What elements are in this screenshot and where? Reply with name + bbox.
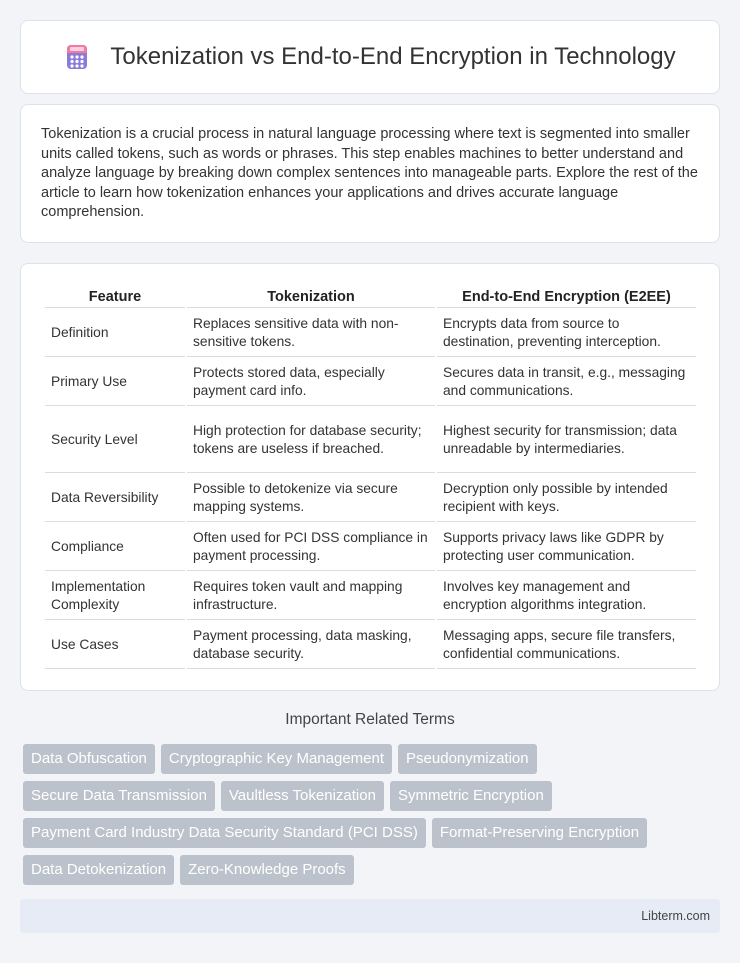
feature-cell: Compliance <box>45 522 185 571</box>
related-term-tag[interactable]: Pseudonymization <box>398 744 537 774</box>
table-row <box>45 571 696 620</box>
e2ee-cell: Messaging apps, secure file transfers, confidential communications. <box>437 620 696 669</box>
tokenization-cell: Replaces sensitive data with non-sensitive tokens. <box>187 308 435 357</box>
table-row <box>45 308 696 357</box>
e2ee-cell: Encrypts data from source to destination, preventing interception. <box>437 308 696 357</box>
tokenization-cell: Protects stored data, especially payment card info. <box>187 357 435 406</box>
tokenization-cell: Requires token vault and mapping infrastructure. <box>187 571 435 620</box>
table-row <box>45 522 696 571</box>
e2ee-cell: Decryption only possible by intended recipient with keys. <box>437 473 696 522</box>
e2ee-cell: Secures data in transit, e.g., messaging and communications. <box>437 357 696 406</box>
table-row <box>45 406 696 473</box>
related-terms-title: Important Related Terms <box>285 711 455 728</box>
comparison-table-card <box>20 263 720 691</box>
related-term-tag[interactable]: Secure Data Transmission <box>23 781 215 811</box>
header-card <box>20 20 720 94</box>
related-term-tag[interactable]: Vaultless Tokenization <box>221 781 384 811</box>
footer <box>20 899 720 933</box>
table-header-row <box>45 284 696 308</box>
header-tokenization: Tokenization <box>187 284 435 308</box>
title-wrap <box>64 43 675 71</box>
tokenization-cell: Possible to detokenize via secure mapping systems. <box>187 473 435 522</box>
feature-cell: Definition <box>45 308 185 357</box>
feature-cell: Data Reversibility <box>45 473 185 522</box>
related-term-tag[interactable]: Cryptographic Key Management <box>161 744 392 774</box>
table-row <box>45 357 696 406</box>
related-term-tag[interactable]: Data Detokenization <box>23 855 174 885</box>
table-row <box>45 473 696 522</box>
calculator-icon <box>64 44 90 70</box>
comparison-table <box>43 284 698 669</box>
related-terms-list <box>23 744 703 885</box>
intro-paragraph: Tokenization is a crucial process in natural language processing where text is segmented into smaller units called tokens, such as words or phrases. This step enables machines to better understand and analyze language by breaking down complex sentences into manageable parts. Explore the rest of the article to learn how tokenization enhances your applications and drives accurate language comprehension. <box>41 126 698 221</box>
header-feature: Feature <box>45 284 185 308</box>
tokenization-cell: High protection for database security; tokens are useless if breached. <box>187 406 435 473</box>
footer-site-link[interactable]: Libterm.com <box>641 909 710 923</box>
e2ee-cell: Involves key management and encryption algorithms integration. <box>437 571 696 620</box>
feature-cell: Use Cases <box>45 620 185 669</box>
related-term-tag[interactable]: Zero-Knowledge Proofs <box>180 855 354 885</box>
e2ee-cell: Highest security for transmission; data unreadable by intermediaries. <box>437 406 696 473</box>
tokenization-cell: Often used for PCI DSS compliance in payment processing. <box>187 522 435 571</box>
header-e2ee: End-to-End Encryption (E2EE) <box>437 284 696 308</box>
related-term-tag[interactable]: Format-Preserving Encryption <box>432 818 647 848</box>
feature-cell: Security Level <box>45 406 185 473</box>
e2ee-cell: Supports privacy laws like GDPR by protecting user communication. <box>437 522 696 571</box>
feature-cell: Primary Use <box>45 357 185 406</box>
page-title: Tokenization vs End-to-End Encryption in Technology <box>110 43 676 70</box>
intro-card <box>20 104 720 243</box>
feature-cell: Implementation Complexity <box>45 571 185 620</box>
related-term-tag[interactable]: Payment Card Industry Data Security Standard (PCI DSS) <box>23 818 426 848</box>
related-term-tag[interactable]: Data Obfuscation <box>23 744 155 774</box>
related-term-tag[interactable]: Symmetric Encryption <box>390 781 552 811</box>
table-row <box>45 620 696 669</box>
tokenization-cell: Payment processing, data masking, database security. <box>187 620 435 669</box>
